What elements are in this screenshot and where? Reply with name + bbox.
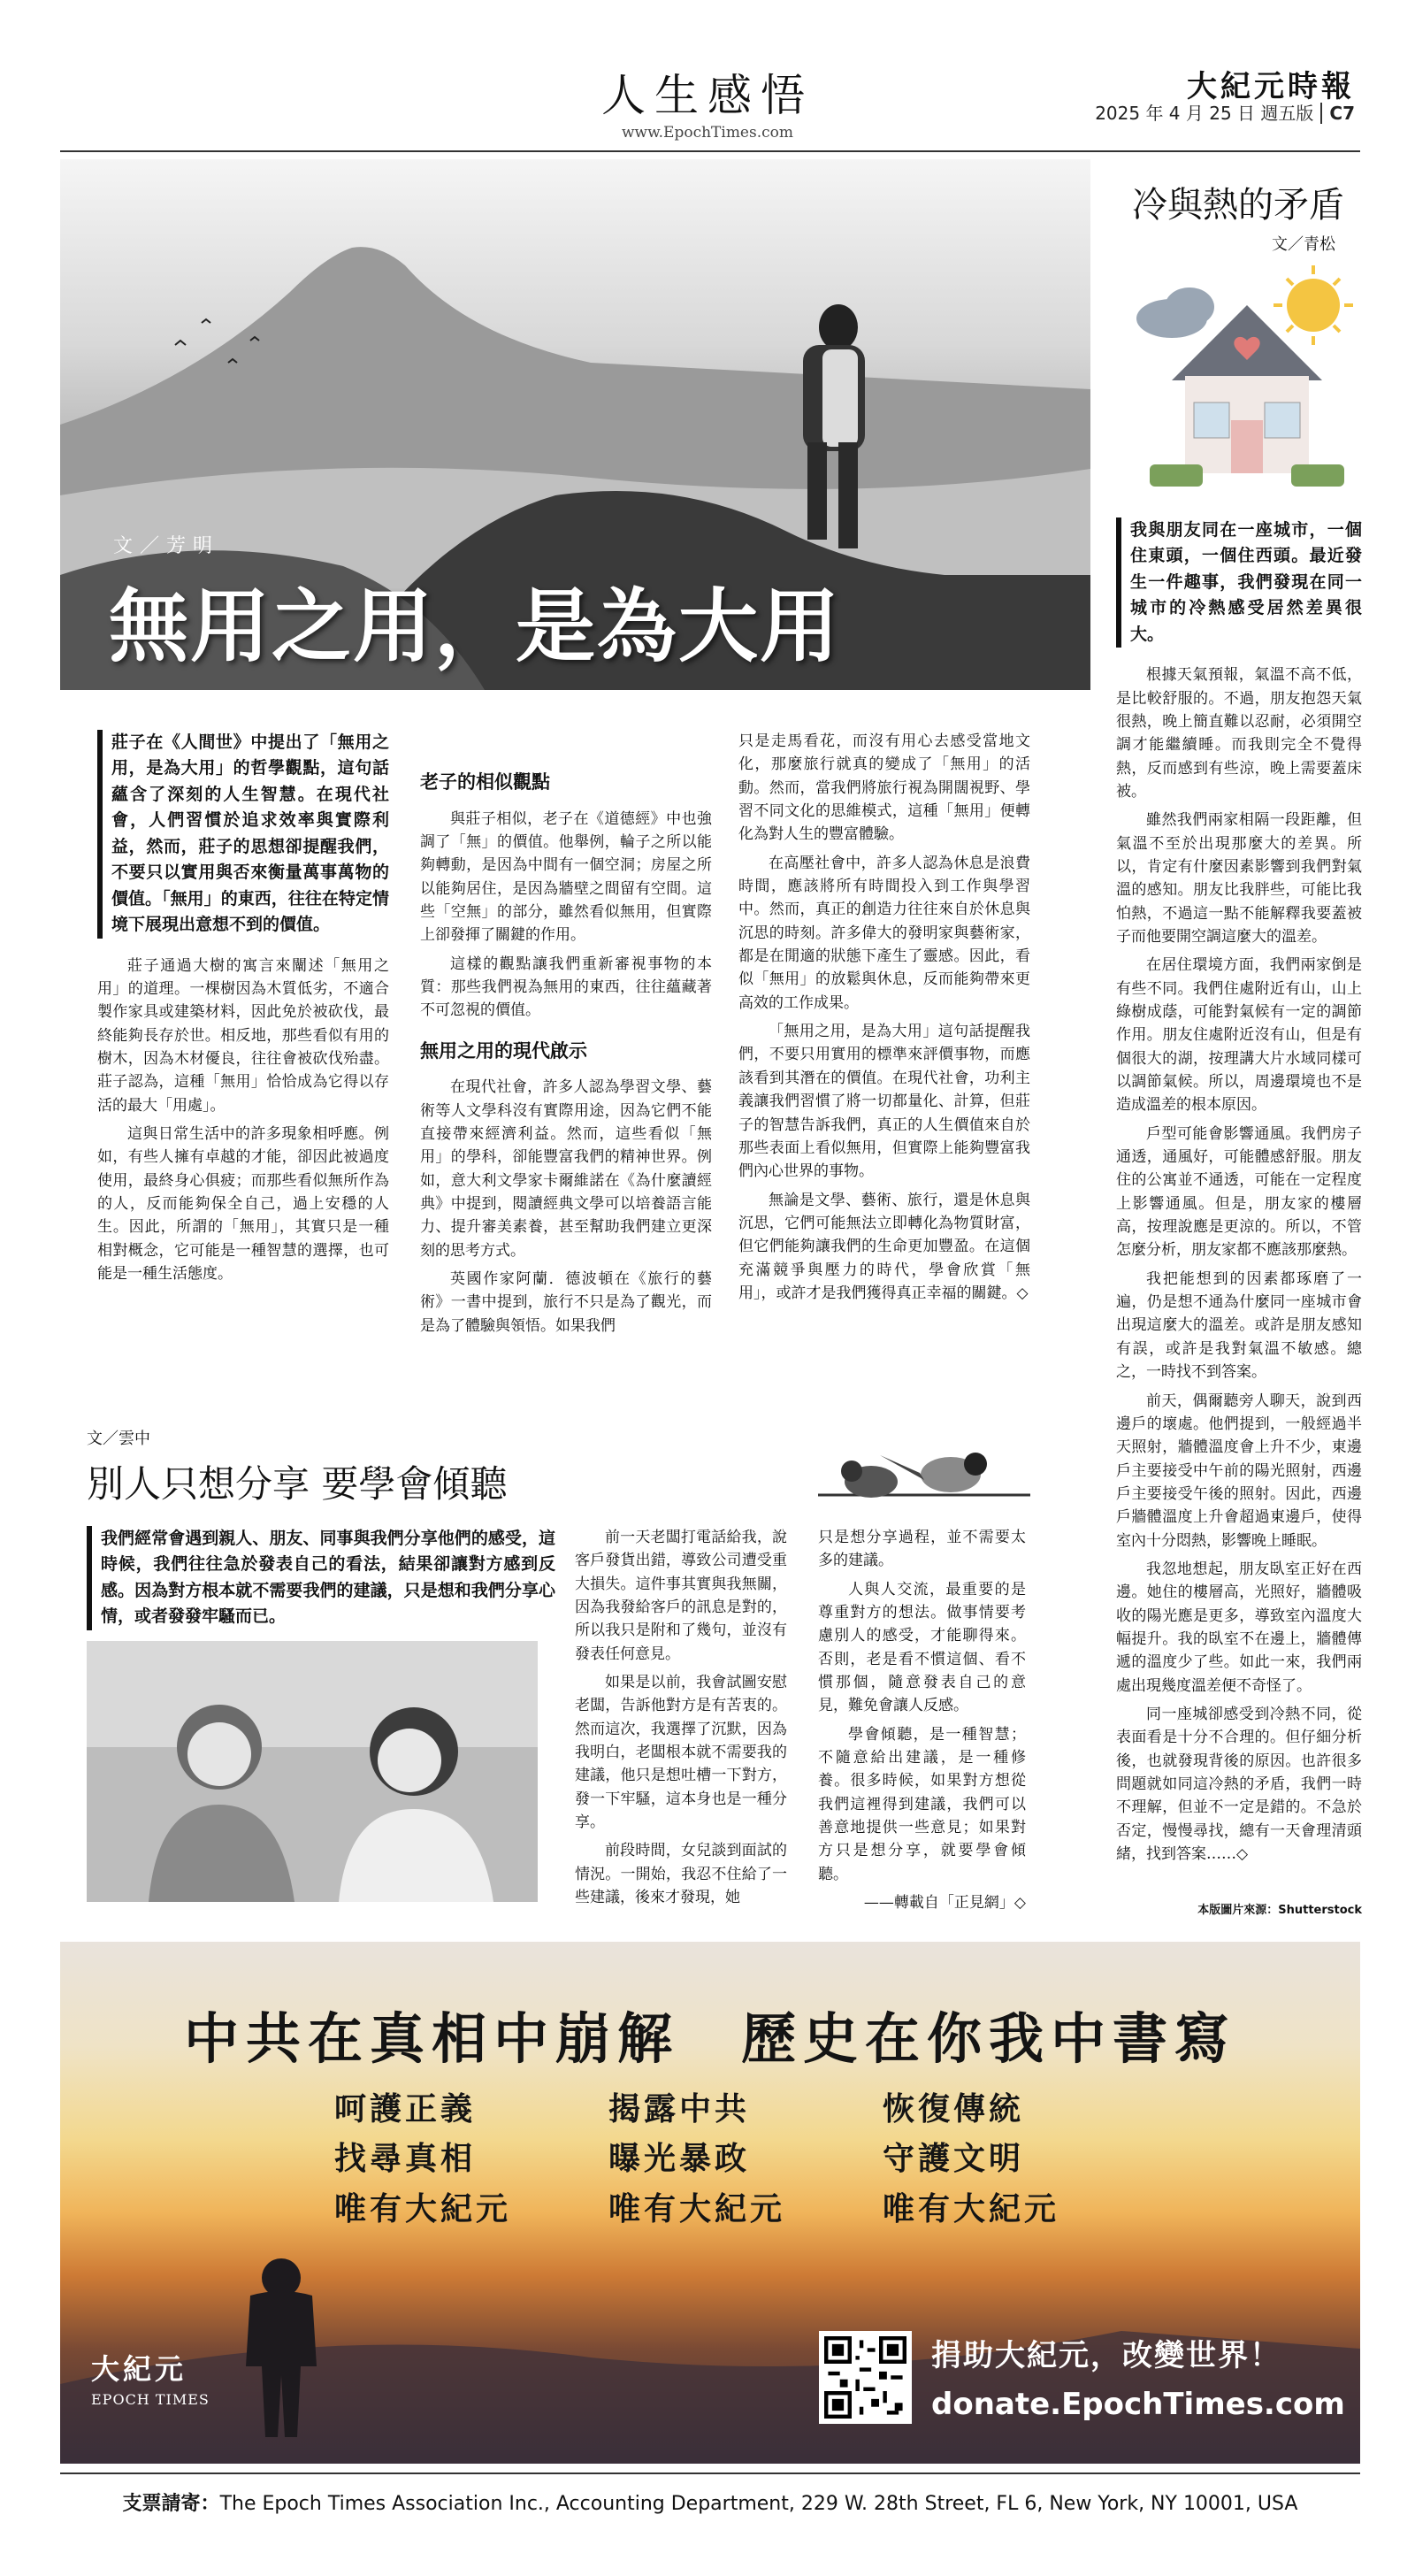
side-article-column: [1116, 518, 1362, 1871]
hero-photo: [60, 159, 1090, 690]
paragraph: 我忽地想起，朋友臥室正好在西邊。她住的樓層高，光照好，牆體吸收的陽光應是更多，導致室內溫度大幅提升。我的臥室不在邊上，牆體傳遞的溫度少了些。如此一來，我們兩處出現幾度溫差便不奇怪了。: [1116, 1560, 1362, 1695]
paragraph: 前段時間，女兒談到面試的情況。一開始，我忍不住給了一些建議，後來才發現，她: [575, 1842, 787, 1907]
article3-byline: 文／雲中: [87, 1430, 150, 1448]
paragraph: 與莊子相似，老子在《道德經》中也強調了「無」的價值。他舉例，輪子之所以能夠轉動，是因為中間有一個空洞；房屋之所以能夠居住，是因為牆壁之間留有空間。這些「空無」的部分，雖然看似無用，但實際上卻發揮了關鍵的作用。: [420, 809, 712, 945]
paragraph: 英國作家阿蘭．德波頓在《旅行的藝術》一書中提到，旅行不只是為了觀光，而是為了體驗與領悟。如果我們: [420, 1269, 712, 1335]
paragraph: 戶型可能會影響通風。我們房子通透，通風好，可能體感舒服。朋友住的公寓並不通透，可能在一定程度上影響通風。但是，朋友家的樓層高，按理說應是更涼的。所以，不管怎麼分析，朋友家都不應該那麼熱。: [1116, 1124, 1362, 1260]
donate-cta[interactable]: 捐助大紀元，改變世界！: [931, 2338, 1281, 2373]
article-byline: 文／芳明: [113, 535, 220, 557]
paragraph: 根據天氣預報，氣溫不高不低，是比較舒服的。不過，朋友抱怨天氣很熱，晚上簡直難以忍耐，必須開空調才能繼續睡。而我則完全不覺得熱，反而感到有些涼，晚上需要蓋床被。: [1116, 666, 1362, 801]
article3-column-2: [575, 1526, 787, 1915]
photo-credit: 本版圖片來源：Shutterstock: [1197, 1904, 1362, 1917]
footer-address: [60, 2472, 1360, 2516]
paragraph: 前一天老闆打電話給我，說客戶發貨出錯，導致公司遭受重大損失。這件事其實與我無關，因為我發給客戶的訊息是對的，所以我只是附和了幾句，並沒有發表任何意見。: [575, 1529, 787, 1663]
paragraph: 在現代社會，許多人認為學習文學、藝術等人文學科沒有實際用途，因為它們不能直接帶來經濟利益。然而，這些看似「無用」的學科，卻能豐富我們的精神世界。例如，意大利文學家卡爾維諾在《為什麼讀經典》中提到，閱讀經典文學可以培養語言能力、提升審美素養，甚至幫助我們建立更深刻的思考方式。: [420, 1078, 712, 1260]
paper-name: 大紀元時報: [1187, 69, 1355, 104]
article1-column-2: [420, 761, 712, 1343]
ad-slogan: 曝光暴政: [608, 2141, 751, 2178]
paragraph: 同一座城卻感受到冷熱不同，從表面看是十分不合理的。但仔細分析後，也就發現背後的原因。也許很多問題就如同這冷熱的矛盾，我們一時不理解，但並不一定是錯的。不急於否定，慢慢尋找，總有一天會理清頭緒，找到答案……◇: [1116, 1705, 1362, 1864]
article3-headline: 別人只想分享 要學會傾聽: [87, 1462, 508, 1506]
paragraph: 只是走馬看花，而沒有用心去感受當地文化，那麼旅行就真的變成了「無用」的活動。然而，當我們將旅行視為開闊視野、學習不同文化的思維模式，這種「無用」便轉化為對人生的豐富體驗。: [738, 732, 1030, 844]
page-number: C7: [1320, 103, 1355, 124]
subheading: 無用之用的現代啟示: [420, 1039, 587, 1062]
paragraph: 「無用之用，是為大用」這句話提醒我們，不要只用實用的標準來評價事物，而應該看到其潛在的價值。在現代社會，功利主義讓我們習慣了將一切都量化、計算，但莊子的智慧告訴我們，真正的人生價值來自於那些表面上看似無用，但實際上能夠豐富我們內心世界的事物。: [738, 1023, 1030, 1181]
donate-url[interactable]: donate.EpochTimes.com: [931, 2387, 1345, 2422]
paragraph: 這樣的觀點讓我們重新審視事物的本質：那些我們視為無用的東西，往往蘊藏著不可忽視的價值。: [420, 954, 712, 1020]
donate-block[interactable]: [931, 2331, 1345, 2422]
ad-slogan: 唯有大紀元: [883, 2190, 1060, 2227]
ad-slogan: 找尋真相: [334, 2141, 477, 2178]
paragraph: 在居住環境方面，我們兩家倒是有些不同。我們住處附近有山，山上綠樹成蔭，可能對氣候有一定的調節作用。朋友住處附近沒有山，但是有個很大的湖，按理講大片水域同樣可以調節氣候。所以，周邊環境也不是造成溫差的根本原因。: [1116, 956, 1362, 1115]
paragraph: 人與人交流，最重要的是尊重對方的想法。做事情要考慮別人的感受，才能聊得來。否則，老是看不慣這個、看不慣那個，隨意發表自己的意見，難免會讓人反感。: [818, 1580, 1026, 1715]
article1-column-1: [97, 730, 389, 1291]
paragraph: 在高壓社會中，許多人認為休息是浪費時間，應該將所有時間投入到工作與學習中。然而，真正的創造力往往來自於休息與沉思的時刻。許多偉大的發明家與藝術家，都是在閒適的狀態下產生了靈感。因此，看似「無用」的放鬆與休息，反而能夠帶來更高效的工作成果。: [738, 854, 1030, 1012]
ad-slogan: 揭露中共: [608, 2091, 751, 2128]
advertisement[interactable]: [60, 1942, 1360, 2464]
issue-date: 2025 年 4 月 25 日 週五版: [1095, 103, 1314, 124]
section-title: 人生感悟: [601, 70, 814, 121]
side-article-lead: 我與朋友同在一座城市，一個住東頭，一個住西頭。最近發生一件趣事，我們發現在同一城市的冷熱感受居然差異很大。: [1116, 518, 1362, 648]
ad-slogans: [334, 2088, 1157, 2232]
mother-daughter-photo: [87, 1641, 538, 1902]
ad-slogan: 恢復傳統: [883, 2091, 1025, 2128]
article-lead: 莊子在《人間世》中提出了「無用之用，是為大用」的哲學觀點，這句話蘊含了深刻的人生智慧。在現代社會，人們習慣於追求效率與實際利益，然而，莊子的思想卻提醒我們，不要只以實用與否來衡量萬事萬物的價值。「無用」的東西，往往在特定情境下展現出意想不到的價值。: [97, 730, 389, 939]
article3-lead: 我們經常會遇到親人、朋友、同事與我們分享他們的感受，這時候，我們往往急於發表自己的看法，結果卻讓對方感到反感。因為對方根本就不需要我們的建議，只是想和我們分享心情，或者發發牢騷而已。: [87, 1526, 555, 1630]
subheading: 老子的相似觀點: [420, 771, 550, 793]
ad-slogan: 守護文明: [883, 2141, 1025, 2178]
house-sun-cloud-illustration: [1123, 252, 1371, 500]
paragraph: 無論是文學、藝術、旅行，還是休息與沉思，它們可能無法立即轉化為物質財富，但它們能夠讓我們的生命更加豐盈。在這個充滿競爭與壓力的時代，學會欣賞「無用」，或許才是我們獲得真正幸福的關鍵。◇: [738, 1191, 1030, 1302]
paragraph: 只是想分享過程，並不需要太多的建議。: [818, 1529, 1026, 1570]
footer-label: 支票請寄：: [122, 2493, 220, 2515]
issue-line: [1095, 99, 1355, 125]
footer-address-text: The Epoch Times Association Inc., Accounting Department, 229 W. 28th Street, FL 6, New York, NY 10001, USA: [219, 2493, 1298, 2515]
logo-english: EPOCH TIMES: [91, 2391, 210, 2408]
ad-slogan: 呵護正義: [334, 2091, 477, 2128]
article-headline: 無用之用，是為大用: [109, 580, 841, 673]
paragraph: 前天，偶爾聽旁人聊天，說到西邊戶的壞處。他們提到，一般經過半天照射，牆體溫度會上升不少，東邊戶主要接受中午前的陽光照射，西邊戶主要接受午後的照射。因此，西邊戶牆體溫度上升會超過東邊戶，使得室內十分悶熱，影響晚上睡眠。: [1116, 1392, 1362, 1550]
ad-slogan: 唯有大紀元: [608, 2190, 786, 2227]
paragraph: 雖然我們兩家相隔一段距離，但氣溫不至於出現那麼大的差異。所以，肯定有什麼因素影響到我們對氣溫的感知。朋友比我胖些，可能比我怕熱，不過這一點不能解釋我要蓋被子而他要開空調這麼大的溫差。: [1116, 811, 1362, 946]
paragraph: 莊子通過大樹的寓言來闡述「無用之用」的道理。一棵樹因為木質低劣，不適合製作家具或建築材料，因此免於被砍伐，最終能夠長存於世。相反地，那些看似有用的樹木，因為木材優良，往往會被砍伐殆盡。莊子認為，這種「無用」恰恰成為它得以存活的最大「用處」。: [97, 956, 389, 1115]
site-url[interactable]: www.EpochTimes.com: [622, 124, 793, 142]
article1-column-3: [738, 730, 1030, 1310]
logo-chinese: 大紀元: [91, 2352, 187, 2386]
paragraph: 學會傾聽，是一種智慧；不隨意給出建議，是一種修養。很多時候，如果對方想從我們這裡得到建議，我們可以善意地提供一些意見；如果對方只是想分享，就要學會傾聽。: [818, 1725, 1026, 1883]
birds-illustration: [818, 1420, 1030, 1526]
epoch-times-logo: [91, 2347, 210, 2408]
ad-slogan: 唯有大紀元: [334, 2190, 512, 2227]
paragraph: 我把能想到的因素都琢磨了一遍，仍是想不通為什麼同一座城市會出現這麼大的溫差。或許是朋友感知有誤，或許是我對氣溫不敏感。總之，一時找不到答案。: [1116, 1269, 1362, 1382]
side-article-byline: 文／青松: [1272, 235, 1335, 254]
page-header: [0, 0, 1415, 142]
header-rule: [60, 150, 1360, 152]
side-article-headline: 冷與熱的矛盾: [1132, 185, 1344, 226]
paragraph: 如果是以前，我會試圖安慰老闆，告訴他對方是有苦衷的。然而這次，我選擇了沉默，因為我明白，老闆根本就不需要我的建議，他只是想吐槽一下對方，發一下牢騷，這本身也是一種分享。: [575, 1674, 787, 1832]
article3-column-3: [818, 1526, 1026, 1920]
article3-lead-box: [87, 1526, 555, 1646]
qr-code-icon[interactable]: [819, 2331, 912, 2424]
article-source: ——轉載自「正見網」◇: [863, 1894, 1026, 1913]
paragraph: 這與日常生活中的許多現象相呼應。例如，有些人擁有卓越的才能，卻因此被過度使用，最終身心俱疲；而那些看似無所作為的人，反而能夠保全自己，過上安穩的人生。因此，所謂的「無用」，其實只是一種相對概念，它可能是一種智慧的選擇，也可能是一種生活態度。: [97, 1124, 389, 1283]
ad-headline: 中共在真相中崩解 歷史在你我中書寫: [183, 2006, 1236, 2071]
